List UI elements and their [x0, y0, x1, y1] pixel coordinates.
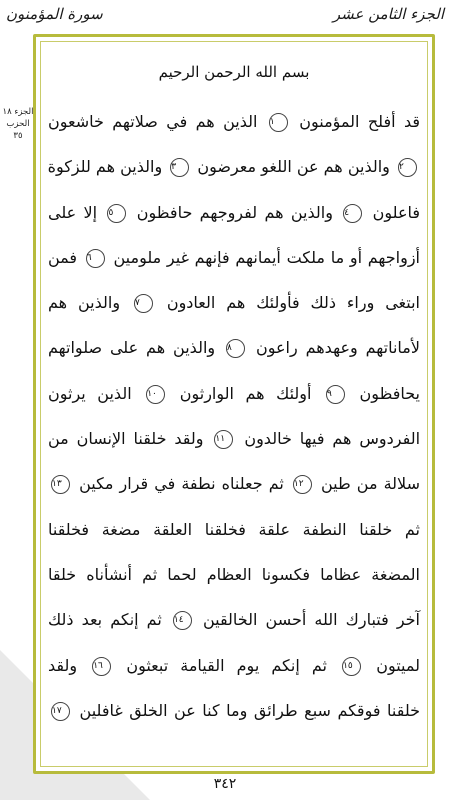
verse-text: لأماناتهم وعهدهم راعون — [248, 338, 421, 358]
verse-text: ابتغى وراء ذلك فأولئك هم العادون — [155, 293, 420, 313]
verse-text: والذين هم للزكوة — [47, 157, 168, 177]
verse-text: أزواجهم أو ما ملكت أيمانهم فإنهم غير ملومين — [107, 247, 420, 267]
surah-title: سورة المؤمنون — [6, 5, 103, 23]
verse-text: المضغة عظاما فكسونا العظام لحما ثم أنشأناه خلقا — [48, 564, 420, 584]
ayah-number-marker: ١٦ — [92, 657, 111, 676]
verse-line — [36, 643, 432, 688]
verse-text: فاعلون — [365, 202, 421, 222]
hizb-marker: الجزء ١٨ الحزب ٣٥ — [2, 107, 34, 141]
ayah-number-marker: ٥ — [107, 204, 126, 223]
verse-line — [36, 371, 432, 416]
verse-line — [36, 190, 432, 235]
verse-line — [36, 688, 432, 733]
verse-text: آخر فتبارك الله أحسن الخالقين — [194, 610, 420, 630]
juz-title: الجزء الثامن عشر — [332, 5, 444, 23]
verse-text: والذين هم لفروجهم حافظون — [129, 202, 341, 222]
verse-text: ولقد — [48, 655, 90, 675]
ayah-number-marker: ١٢ — [293, 475, 312, 494]
verse-line — [36, 280, 432, 325]
verse-line — [36, 99, 432, 144]
verse-text: والذين هم على صلواتهم — [48, 338, 224, 358]
ayah-number-marker: ٩ — [326, 385, 345, 404]
verse-lines — [36, 99, 432, 733]
ayah-number-marker: ٧ — [134, 294, 153, 313]
verse-text: ولقد خلقنا الإنسان من — [48, 429, 212, 449]
verse-text: ثم إنكم بعد ذلك — [48, 610, 170, 630]
verse-text: سلالة من طين — [314, 474, 420, 494]
basmala: بسم الله الرحمن الرحيم — [158, 63, 310, 81]
verse-text: فمن — [48, 247, 83, 267]
verse-text: يحافظون — [348, 383, 420, 403]
verse-text: والذين هم — [48, 293, 131, 313]
ayah-number-marker: ٦ — [86, 249, 105, 268]
verse-line — [36, 461, 432, 506]
verse-line — [36, 325, 432, 370]
ayah-number-marker: ٨ — [226, 339, 245, 358]
verse-line — [36, 597, 432, 642]
ayah-number-marker: ١٥ — [342, 657, 361, 676]
ayah-number-marker: ١٤ — [173, 611, 192, 630]
verse-text: إلا على — [48, 202, 105, 222]
verse-text: أولئك هم الوارثون — [168, 383, 324, 403]
verse-text: والذين هم عن اللغو معرضون — [192, 157, 395, 177]
ayah-number-marker: ١٣ — [51, 475, 70, 494]
verse-text: قد أفلح المؤمنون — [290, 112, 420, 131]
ayah-number-marker: ٤ — [343, 204, 362, 223]
ayah-number-marker: ٣ — [170, 158, 189, 177]
verse-line — [36, 507, 432, 552]
verse-text: ثم جعلناه نطفة في قرار مكين — [73, 474, 290, 494]
verse-text: الذين يرثون — [48, 383, 144, 403]
page-frame — [33, 34, 435, 774]
verse-text: لميتون — [364, 655, 420, 675]
page-number: ٣٤٢ — [213, 776, 237, 792]
verse-line — [36, 416, 432, 461]
verse-text: الذين هم في صلاتهم خاشعون — [48, 112, 266, 131]
ayah-number-marker: ١٠ — [146, 385, 165, 404]
verse-line — [36, 552, 432, 597]
verse-text: ثم خلقنا النطفة علقة فخلقنا العلقة مضغة فخلقنا — [48, 519, 420, 539]
ayah-number-marker: ١١ — [214, 430, 233, 449]
verse-text: خلقنا فوقكم سبع طرائق وما كنا عن الخلق غافلين — [73, 700, 420, 720]
verse-line — [36, 235, 432, 280]
ayah-number-marker: ١ — [269, 113, 288, 132]
verse-text: الفردوس هم فيها خالدون — [236, 429, 421, 449]
ayah-number-marker: ٢ — [398, 158, 417, 177]
verse-line — [36, 144, 432, 189]
verse-text: ثم إنكم يوم القيامة تبعثون — [114, 655, 340, 675]
ayah-number-marker: ١٧ — [51, 702, 70, 721]
